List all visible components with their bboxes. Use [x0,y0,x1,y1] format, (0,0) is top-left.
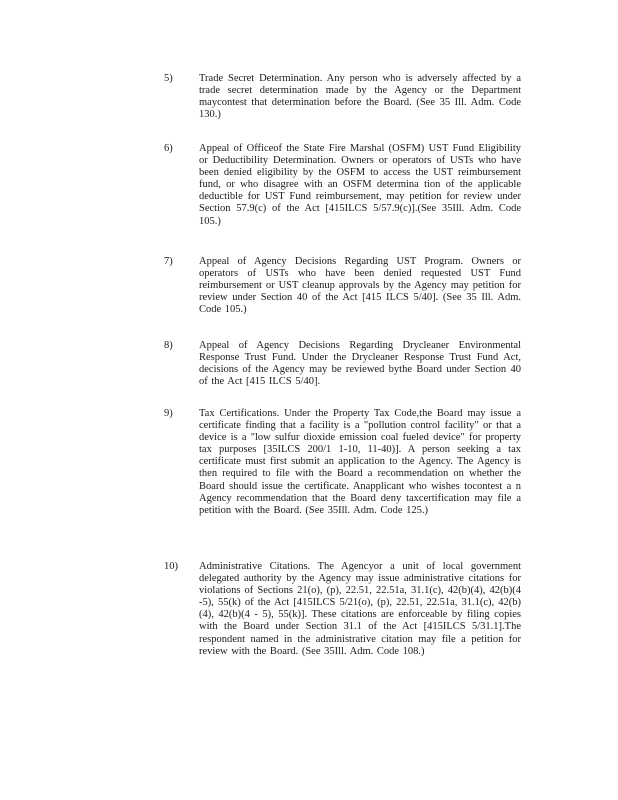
item-text: Tax Certifications. Under the Property Tax Code,the Board may issue a certificate finding that a facility is a "pollution control facility" or that a device is a "low sulfur dioxide emission coal fueled device" for property tax purposes [35ILCS 200/1 1-10, 11-40)]. A person seeking a tax certificate must first submit an application to the Agency. The Agency is then required to file with the Board a recommendation on whether the Board should issue the certificate. Anapplicant who wishes tocontest a n Agency recommendation that the Board deny taxcertification may file a petition with the Board. (See 35Ill. Adm. Code 125.) [199,408,521,516]
item-number: 9) [164,408,173,419]
item-text: Appeal of Officeof the State Fire Marshal (OSFM) UST Fund Eligibility or Deductibility Determination. Owners or operators of USTs who have been denied eligibility by the OSFM to access the UST reimbursement fund, or who disagree with an OSFM determina tion of the applicable deductible for UST Fund reimbursement, may petition for review under Section 57.9(c) of the Act [415ILCS 5/57.9(c)].(See 35Ill. Adm. Code 105.) [199,143,521,227]
item-text: Administrative Citations. The Agencyor a unit of local government delegated authority by the Agency may issue administrative citations for violations of Sections 21(o), (p), 22.51, 22.51a, 31.1(c), 42(b)(4), 42(b)(4 -5), 55(k) of the Act [415ILCS 5/21(o), (p), 22.51, 22.51a, 31.1(c), 42(b)(4), 42(b)(4 - 5), 55(k)]. These citations are enforceable by filing copies with the Board under Section 31.1 of the Act [415ILCS 5/31.1].The respondent named in the administrative citation may file a petition for review with the Board. (See 35Ill. Adm. Code 108.) [199,561,521,657]
item-number: 8) [164,340,173,351]
item-text: Trade Secret Determination. Any person who is adversely affected by a trade secret determination made by the Agency or the Department maycontest that determination before the Board. (See 35 Ill. Adm. Code 130.) [199,73,521,121]
item-text: Appeal of Agency Decisions Regarding Drycleaner Environmental Response Trust Fund. Under the Drycleaner Response Trust Fund Act, decisions of the Agency may be reviewed bythe Board under Section 40 of the Act [415 ILCS 5/40]. [199,340,521,388]
item-number: 7) [164,256,173,267]
item-number: 6) [164,143,173,154]
item-text: Appeal of Agency Decisions Regarding UST Program. Owners or operators of USTs who have been denied requested UST Fund reimbursement or UST cleanup approvals by the Agency may petition for review under Section 40 of the Act [415 ILCS 5/40]. (See 35 Ill. Adm. Code 105.) [199,256,521,316]
item-number: 10) [164,561,178,572]
item-number: 5) [164,73,173,84]
